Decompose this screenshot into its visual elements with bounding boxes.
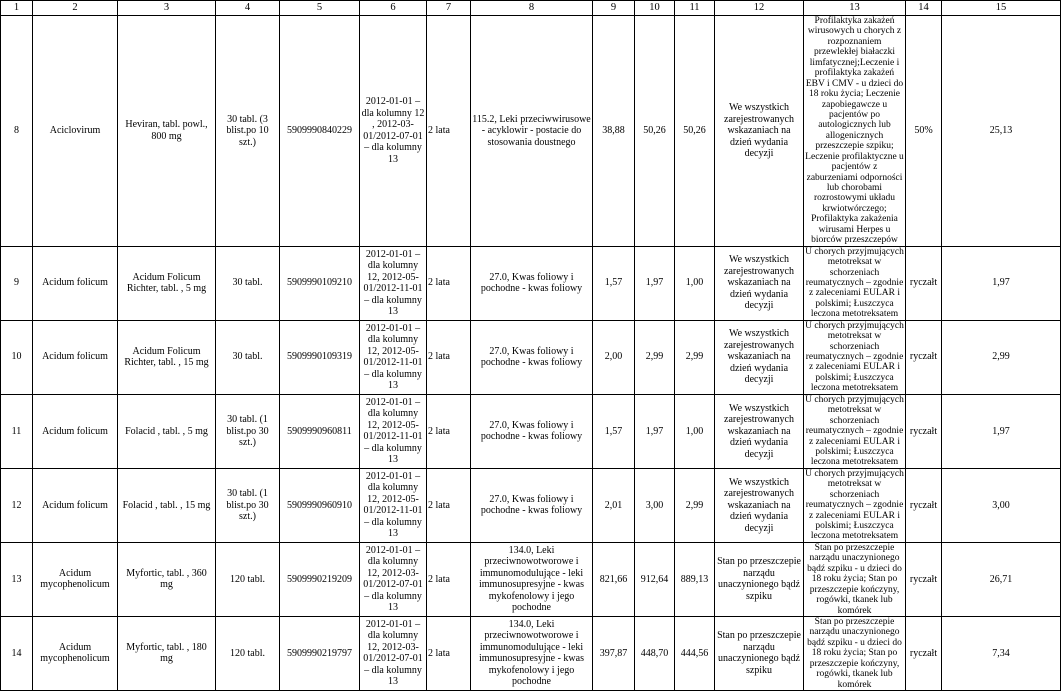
package-size: 120 tabl.	[216, 616, 280, 690]
table-row	[1, 542, 1061, 616]
column-number: 15	[942, 1, 1061, 16]
package-size: 30 tabl. (3 blist.po 10 szt.)	[216, 16, 280, 247]
indications: We wszystkich zarejestrowanych wskazaniach na dzień wydania decyzji	[715, 468, 804, 542]
ean-code: 5909990109210	[280, 246, 360, 320]
patient-copay: 25,13	[942, 16, 1061, 247]
limit-group: 27.0, Kwas foliowy i pochodne - kwas foliowy	[471, 468, 593, 542]
limit-group: 134.0, Leki przeciwnowotworowe i immunomodulujące - leki immunosupresyjne - kwas mykofenolowy i jego pochodne	[471, 542, 593, 616]
wholesale-price: 1,57	[593, 246, 635, 320]
column-number-header-row	[1, 1, 1061, 16]
package-size: 30 tabl.	[216, 246, 280, 320]
payment-level: ryczałt	[906, 246, 942, 320]
decision-dates: 2012-01-01 – dla kolumny 12, 2012-03-01/2012-07-01 – dla kolumny 13	[360, 542, 427, 616]
wholesale-price: 2,01	[593, 468, 635, 542]
limit-group: 27.0, Kwas foliowy i pochodne - kwas foliowy	[471, 394, 593, 468]
validity-period: 2 lata	[427, 542, 471, 616]
table-row	[1, 394, 1061, 468]
active-substance: Acidum mycophenolicum	[33, 616, 118, 690]
limit-group: 27.0, Kwas foliowy i pochodne - kwas foliowy	[471, 320, 593, 394]
validity-period: 2 lata	[427, 394, 471, 468]
active-substance: Acidum folicum	[33, 320, 118, 394]
off-label-indications: Profilaktyka zakażeń wirusowych u chorych z rozpoznaniem przewlekłej białaczki limfatycznej;Leczenie i profilaktyka zakażeń EBV i CMV - u dzieci do 18 roku życia; Leczenie zapobiegawcze u pacjentów po autologicznych lub allogenicznych przeszczepie szpiku; Leczenie profilaktyczne u pacjentów z zaburzeniami odporności lub chorobami rozrostowymi układu krwiotwórczego; Profilaktyka zakażenia wirusami Herpes u biorców przeszczepów	[805, 16, 904, 246]
decision-dates: 2012-01-01 – dla kolumny 12 , 2012-03-01/2012-07-01 – dla kolumny 13	[360, 16, 427, 247]
package-size: 120 tabl.	[216, 542, 280, 616]
retail-price: 3,00	[635, 468, 675, 542]
wholesale-price: 38,88	[593, 16, 635, 247]
patient-copay: 26,71	[942, 542, 1061, 616]
table-row	[1, 468, 1061, 542]
decision-dates: 2012-01-01 – dla kolumny 12, 2012-03-01/2012-07-01 – dla kolumny 13	[360, 616, 427, 690]
column-number: 6	[360, 1, 427, 16]
wholesale-price: 821,66	[593, 542, 635, 616]
row-number: 8	[1, 16, 33, 247]
retail-price: 1,97	[635, 394, 675, 468]
ean-code: 5909990960811	[280, 394, 360, 468]
financing-limit: 889,13	[675, 542, 715, 616]
column-number: 8	[471, 1, 593, 16]
row-number: 11	[1, 394, 33, 468]
row-number: 12	[1, 468, 33, 542]
product-name: Folacid , tabl. , 15 mg	[118, 468, 216, 542]
wholesale-price: 397,87	[593, 616, 635, 690]
limit-group: 27.0, Kwas foliowy i pochodne - kwas foliowy	[471, 246, 593, 320]
decision-dates: 2012-01-01 – dla kolumny 12, 2012-05-01/2012-11-01 – dla kolumny 13	[360, 320, 427, 394]
patient-copay: 3,00	[942, 468, 1061, 542]
indications: We wszystkich zarejestrowanych wskazaniach na dzień wydania decyzji	[715, 16, 804, 247]
active-substance: Acidum mycophenolicum	[33, 542, 118, 616]
active-substance: Acidum folicum	[33, 468, 118, 542]
patient-copay: 2,99	[942, 320, 1061, 394]
validity-period: 2 lata	[427, 320, 471, 394]
active-substance: Acidum folicum	[33, 246, 118, 320]
validity-period: 2 lata	[427, 246, 471, 320]
wholesale-price: 2,00	[593, 320, 635, 394]
financing-limit: 1,00	[675, 394, 715, 468]
package-size: 30 tabl. (1 blist.po 30 szt.)	[216, 394, 280, 468]
table-row	[1, 16, 1061, 247]
row-number: 9	[1, 246, 33, 320]
indications: Stan po przeszczepie narządu unaczynionego bądź szpiku	[715, 616, 804, 690]
product-name: Heviran, tabl. powl., 800 mg	[118, 16, 216, 247]
product-name: Myfortic, tabl. , 360 mg	[118, 542, 216, 616]
retail-price: 50,26	[635, 16, 675, 247]
ean-code: 5909990219209	[280, 542, 360, 616]
payment-level: ryczałt	[906, 394, 942, 468]
ean-code: 5909990109319	[280, 320, 360, 394]
payment-level: ryczałt	[906, 616, 942, 690]
limit-group: 134.0, Leki przeciwnowotworowe i immunomodulujące - leki immunosupresyjne - kwas mykofenolowy i jego pochodne	[471, 616, 593, 690]
financing-limit: 2,99	[675, 320, 715, 394]
payment-level: 50%	[906, 16, 942, 247]
table-row	[1, 616, 1061, 690]
payment-level: ryczałt	[906, 542, 942, 616]
off-label-indications: U chorych przyjmujących metotreksat w schorzeniach reumatycznych – zgodnie z zaleceniami EULAR i polskimi; Łuszczyca leczona metotreksatem	[805, 320, 904, 394]
validity-period: 2 lata	[427, 616, 471, 690]
column-number: 3	[118, 1, 216, 16]
ean-code: 5909990960910	[280, 468, 360, 542]
column-number: 2	[33, 1, 118, 16]
patient-copay: 1,97	[942, 394, 1061, 468]
product-name: Acidum Folicum Richter, tabl. , 5 mg	[118, 246, 216, 320]
column-number: 10	[635, 1, 675, 16]
column-number: 11	[675, 1, 715, 16]
row-number: 10	[1, 320, 33, 394]
decision-dates: 2012-01-01 – dla kolumny 12, 2012-05-01/2012-11-01 – dla kolumny 13	[360, 394, 427, 468]
limit-group: 115.2, Leki przeciwwirusowe - acyklowir - postacie do stosowania doustnego	[471, 16, 593, 247]
product-name: Folacid , tabl. , 5 mg	[118, 394, 216, 468]
retail-price: 912,64	[635, 542, 675, 616]
retail-price: 1,97	[635, 246, 675, 320]
validity-period: 2 lata	[427, 468, 471, 542]
patient-copay: 7,34	[942, 616, 1061, 690]
patient-copay: 1,97	[942, 246, 1061, 320]
ean-code: 5909990840229	[280, 16, 360, 247]
decision-dates: 2012-01-01 – dla kolumny 12, 2012-05-01/2012-11-01 – dla kolumny 13	[360, 246, 427, 320]
off-label-indications: U chorych przyjmujących metotreksat w schorzeniach reumatycznych – zgodnie z zaleceniami EULAR i polskimi; Łuszczyca leczona metotreksatem	[805, 394, 904, 468]
column-number: 1	[1, 1, 33, 16]
off-label-indications: U chorych przyjmujących metotreksat w schorzeniach reumatycznych – zgodnie z zaleceniami EULAR i polskimi; Łuszczyca leczona metotreksatem	[805, 246, 904, 320]
decision-dates: 2012-01-01 – dla kolumny 12, 2012-05-01/2012-11-01 – dla kolumny 13	[360, 468, 427, 542]
indications: Stan po przeszczepie narządu unaczynionego bądź szpiku	[715, 542, 804, 616]
off-label-indications: Stan po przeszczepie narządu unaczynionego bądź szpiku - u dzieci do 18 roku życia; Stan po przeszczepie kończyny, rogówki, tkanek lub komórek	[804, 542, 906, 616]
row-number: 14	[1, 616, 33, 690]
column-number: 4	[216, 1, 280, 16]
retail-price: 448,70	[635, 616, 675, 690]
column-number: 7	[427, 1, 471, 16]
financing-limit: 2,99	[675, 468, 715, 542]
validity-period: 2 lata	[427, 16, 471, 247]
indications: We wszystkich zarejestrowanych wskazaniach na dzień wydania decyzji	[715, 320, 804, 394]
package-size: 30 tabl.	[216, 320, 280, 394]
off-label-indications: Stan po przeszczepie narządu unaczynionego bądź szpiku - u dzieci do 18 roku życia; Stan po przeszczepie kończyny, rogówki, tkanek lub komórek	[804, 616, 906, 690]
product-name: Acidum Folicum Richter, tabl. , 15 mg	[118, 320, 216, 394]
payment-level: ryczałt	[906, 320, 942, 394]
indications: We wszystkich zarejestrowanych wskazaniach na dzień wydania decyzji	[715, 394, 804, 468]
financing-limit: 50,26	[675, 16, 715, 247]
package-size: 30 tabl. (1 blist.po 30 szt.)	[216, 468, 280, 542]
financing-limit: 1,00	[675, 246, 715, 320]
active-substance: Aciclovirum	[33, 16, 118, 247]
table-row	[1, 320, 1061, 394]
active-substance: Acidum folicum	[33, 394, 118, 468]
product-name: Myfortic, tabl. , 180 mg	[118, 616, 216, 690]
column-number: 12	[715, 1, 804, 16]
column-number: 13	[804, 1, 906, 16]
column-number: 14	[906, 1, 942, 16]
row-number: 13	[1, 542, 33, 616]
column-number: 9	[593, 1, 635, 16]
payment-level: ryczałt	[906, 468, 942, 542]
column-number: 5	[280, 1, 360, 16]
retail-price: 2,99	[635, 320, 675, 394]
off-label-indications: U chorych przyjmujących metotreksat w schorzeniach reumatycznych – zgodnie z zaleceniami EULAR i polskimi; Łuszczyca leczona metotreksatem	[805, 468, 904, 542]
wholesale-price: 1,57	[593, 394, 635, 468]
financing-limit: 444,56	[675, 616, 715, 690]
indications: We wszystkich zarejestrowanych wskazaniach na dzień wydania decyzji	[715, 246, 804, 320]
ean-code: 5909990219797	[280, 616, 360, 690]
table-row	[1, 246, 1061, 320]
